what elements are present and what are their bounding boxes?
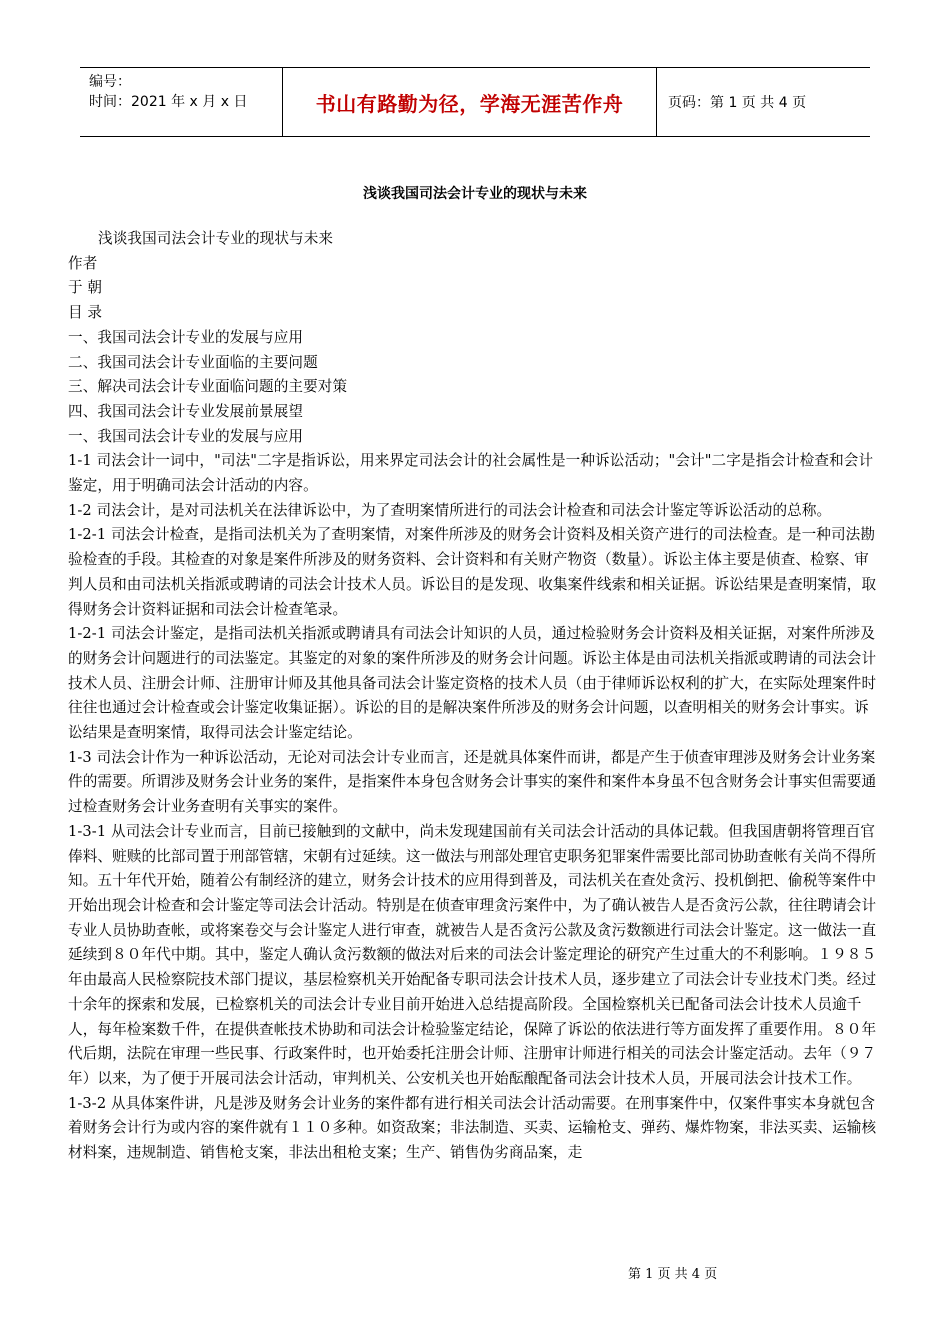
paragraph: 1-2-1 司法会计鉴定，是指司法机关指派或聘请具有司法会计知识的人员，通过检验财务会计资料及相关证据，对案件所涉及的财务会计问题进行的司法鉴定。其鉴定的对象的案件所涉及的财务会计问题。诉讼主体是由司法机关指派或聘请的司法会计技术人员、注册会计师、注册审计师及其他具备司法会计鉴定资格的技术人员（由于律师诉讼权利的扩大，在实际处理案件时往往也通过会计检查或会计鉴定收集证据）。诉讼的目的是解决案件所涉及的财务会计问题，以查明相关的财务会计事实。诉讼结果是查明案情，取得司法会计鉴定结论。	[68, 625, 877, 742]
toc-item: 一、我国司法会计专业的发展与应用	[68, 328, 304, 346]
document-date: 时间：2021 年 x 月 x 日	[89, 94, 248, 110]
author-label: 作者	[68, 254, 98, 272]
toc-item: 三、解决司法会计专业面临问题的主要对策	[68, 378, 348, 396]
document-title: 浅谈我国司法会计专业的现状与未来	[363, 186, 587, 202]
header-motto: 书山有路勤为径，学海无涯苦作舟	[283, 68, 657, 136]
paragraph: 1-3 司法会计作为一种诉讼活动，无论对司法会计专业而言，还是就具体案件而讲，都是产生于侦查审理涉及财务会计业务案件的需要。所谓涉及财务会计业务的案件，是指案件本身包含财务会计事实的案件和案件本身虽不包含财务会计事实但需要通过检查财务会计业务查明有关事实的案件。	[68, 748, 877, 816]
document-header	[80, 67, 870, 137]
toc-item: 二、我国司法会计专业面临的主要问题	[68, 353, 318, 371]
toc-heading: 目 录	[68, 304, 103, 322]
paragraph: 1-3-2 从具体案件讲，凡是涉及财务会计业务的案件都有进行相关司法会计活动需要。在刑事案件中，仅案件事实本身就包含着财务会计行为或内容的案件就有１１０多种。如资敌案；非法制造、买卖、运输枪支、弹药、爆炸物案，非法买卖、运输核材料案，违规制造、销售枪支案，非法出租枪支案；生产、销售伪劣商品案，走	[68, 1094, 877, 1162]
document-body	[68, 227, 878, 1166]
paragraph: 1-2 司法会计，是对司法机关在法律诉讼中，为了查明案情所进行的司法会计检查和司法会计鉴定等诉讼活动的总称。	[68, 501, 832, 519]
author-name: 于 朝	[68, 279, 103, 297]
header-meta-cell	[80, 68, 283, 136]
paragraph: 1-2-1 司法会计检查，是指司法机关为了查明案情，对案件所涉及的财务会计资料及相关资产进行的司法检查。是一种司法勘验检查的手段。其检查的对象是案件所涉及的财务资料、会计资料和有关财产物资（数量）。诉讼主体主要是侦查、检察、审判人员和由司法机关指派或聘请的司法会计技术人员。诉讼目的是发现、收集案件线索和相关证据。诉讼结果是查明案情，取得财务会计资料证据和司法会计检查笔录。	[68, 526, 877, 618]
page-footer: 第 1 页 共 4 页	[628, 1267, 718, 1282]
paragraph: 1-1 司法会计一词中，"司法"二字是指诉讼，用来界定司法会计的社会属性是一种诉讼活动；"会计"二字是指会计检查和会计鉴定，用于明确司法会计活动的内容。	[68, 452, 874, 495]
paragraph: 1-3-1 从司法会计专业而言，目前已接触到的文献中，尚未发现建国前有关司法会计活动的具体记载。但我国唐朝将管理百官俸料、赃赎的比部司置于刑部管辖，宋朝有过延续。这一做法与刑部处理官吏职务犯罪案件需要比部司协助查帐有关尚不得所知。五十年代开始，随着公有制经济的建立，财务会计技术的应用得到普及，司法机关在查处贪污、投机倒把、偷税等案件中开始出现会计检查和会计鉴定等司法会计活动。特别是在侦查审理贪污案件中，为了确认被告人是否贪污公款，往往聘请会计专业人员协助查帐，或将案卷交与会计鉴定人进行审查，就被告人是否贪污公款及贪污数额进行司法会计鉴定。这一做法一直延续到８０年代中期。其中，鉴定人确认贪污数额的做法对后来的司法会计鉴定理论的研究产生过重大的不利影响。１９８５年由最高人民检察院技术部门提议，基层检察机关开始配备专职司法会计技术人员，逐步建立了司法会计专业技术门类。经过十余年的探索和发展，已检察机关的司法会计专业目前开始进入总结提高阶段。全国检察机关已配备司法会计技术人员逾千人，每年检案数千件，在提供查帐技术协助和司法会计检验鉴定结论，保障了诉讼的依法进行等方面发挥了重要作用。８０年代后期，法院在审理一些民事、行政案件时，也开始委托注册会计师、注册审计师进行相关的司法会计鉴定活动。去年（９７年）以来，为了便于开展司法会计活动，审判机关、公安机关也开始酝酿配备司法会计技术人员，开展司法会计技术工作。	[68, 822, 877, 1087]
body-subtitle: 浅谈我国司法会计专业的现状与未来	[98, 230, 334, 247]
document-number: 编号：	[89, 74, 131, 90]
toc-item: 四、我国司法会计专业发展前景展望	[68, 402, 304, 420]
section-heading: 一、我国司法会计专业的发展与应用	[68, 427, 304, 445]
header-page-info: 页码：第 1 页 共 4 页	[668, 95, 807, 111]
